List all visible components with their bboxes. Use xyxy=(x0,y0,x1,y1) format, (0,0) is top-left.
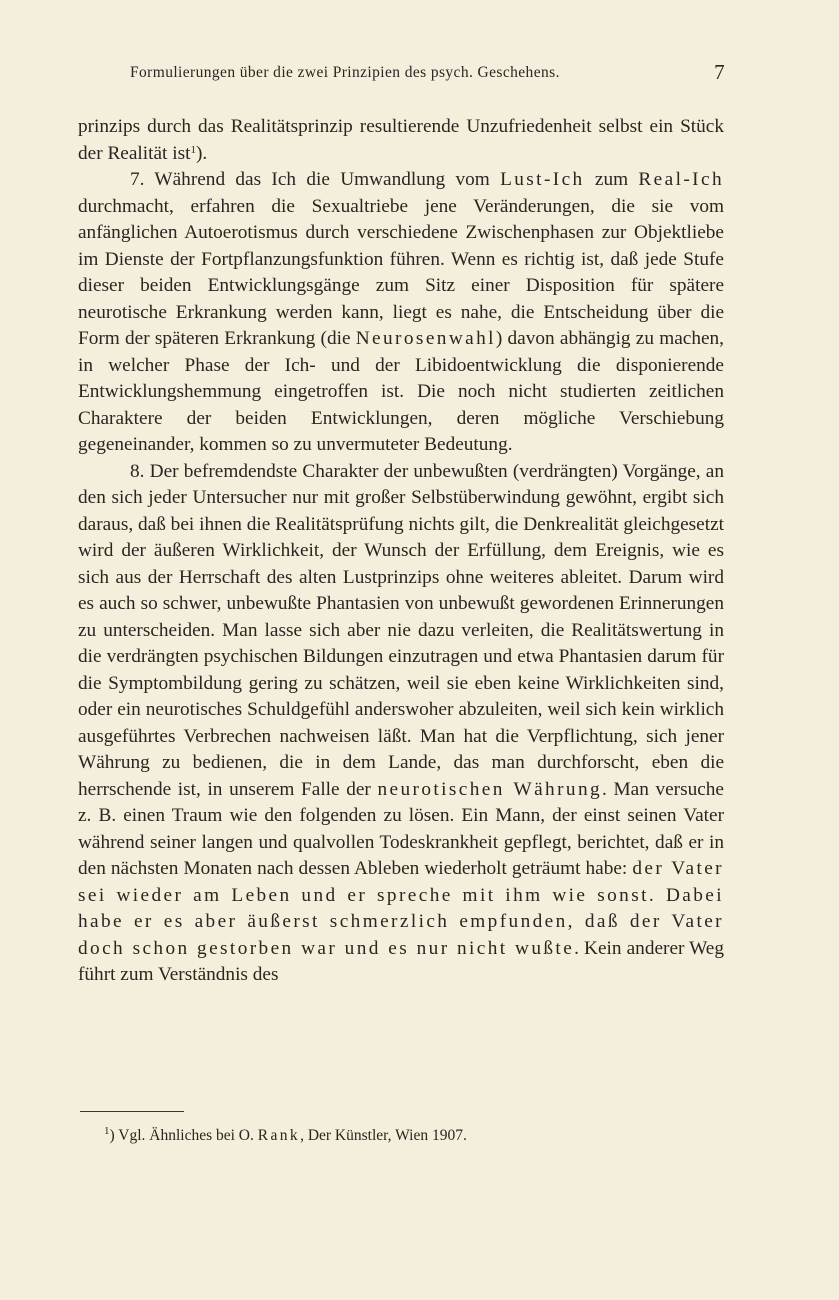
paragraph-8 xyxy=(78,459,724,989)
running-head-title: Formulierungen über die zwei Prinzipien des psych. Geschehens. xyxy=(130,64,560,81)
emphasis-real-ich: Real-Ich xyxy=(638,169,724,190)
emphasis-lust-ich: Lust-Ich xyxy=(500,169,585,190)
footnote-author: Rank xyxy=(257,1127,301,1144)
emphasis-neurosenwahl: Neurosenwahl xyxy=(355,328,496,349)
paragraph-text: 8. Der befremdendste Charakter der unbewußten (verdrängten) Vorgänge, an den sich jeder Untersucher nur mit großer Selbstüberwindung gewöhnt, ergibt sich daraus, daß bei ihnen die Realitätsprüfung nichts gilt, die Denkrealität gleichgesetzt wird der äußeren Wirklichkeit, der Wunsch der Erfüllung, dem Ereignis, wie es sich aus der Herrschaft des alten Lustprinzips ohne weiteres ableitet. Darum wird es auch so schwer, unbewußte Phantasien von unbewußt gewordenen Erinnerungen zu unterscheiden. Man lasse sich aber nie dazu verleiten, die Realitätswertung in die verdrängten psychischen Bildungen einzutragen und etwa Phantasien darum für die Symptombildung gering zu schätzen, weil sie eben keine Wirklichkeiten sind, oder ein neurotisches Schuldgefühl anderswoher abzuleiten, weil sich kein wirklich ausgeführtes Verbrechen nachweisen läßt. Man hat die Verpflichtung, sich jener Währung zu bedienen, die in dem Lande, das man durchforscht, eben die herrschende ist, in unserem Falle der xyxy=(78,460,724,800)
footnote-rule xyxy=(80,1111,184,1112)
paragraph-text: durchmacht, erfahren die Sexualtriebe jene Veränderungen, die sie vom anfänglichen Autoerotismus durch verschiedene Zwischenphasen zur Objektliebe im Dienste der Fortpflanzungsfunktion führen. Wenn es richtig ist, daß jede Stufe dieser beiden Entwicklungsgänge zum Sitz einer Disposition für spätere neurotische Erkrankung werden kann, liegt es nahe, die Entscheidung über die Form der späteren Erkrankung (die xyxy=(78,195,724,349)
footnote-reference: 1 xyxy=(190,143,196,156)
paragraph-text: prinzips durch das Realitätsprinzip resultierende Unzufriedenheit selbst ein Stück der Realität ist xyxy=(78,116,724,164)
paragraph-text: ) davon abhängig zu machen, in welcher Phase der Ich- und der Libidoentwicklung die disponierende Entwicklungshemmung eingetroffen ist. Die noch nicht studierten zeitlichen Charaktere der beiden Entwicklungen, deren mögliche Verschiebung gegeneinander, kommen so zu unvermuteter Bedeutung. xyxy=(78,328,724,455)
paragraph-text: 7. Während das Ich die Umwandlung vom xyxy=(130,169,501,190)
body-text xyxy=(78,114,724,989)
paragraph-text: zum xyxy=(584,169,639,190)
paragraph-text: . Kein anderer Weg führt zum Verständnis des xyxy=(78,937,725,985)
paragraph-text: . Man versuche z. B. einen Traum wie den folgenden zu lösen. Ein Mann, der einst seinen Vater während seiner langen und qualvollen Todeskrankheit gepflegt, berichtet, daß er in den nächsten Monaten nach dessen Ableben wiederholt geträumt habe: xyxy=(78,778,724,879)
footnote-text: , Der Künstler, Wien 1907. xyxy=(300,1127,467,1144)
emphasis-dream-report: der Vater sei wieder am Leben und er spreche mit ihm wie sonst. Dabei habe er es aber äußerst schmerzlich empfunden, daß der Vater doch schon gestorben war und es nur nicht wußte xyxy=(78,858,724,959)
footnote-text: ) Vgl. Ähnliches bei O. xyxy=(109,1127,258,1144)
emphasis-neurotische-waehrung: neurotischen Währung xyxy=(377,778,603,800)
page-number: 7 xyxy=(714,60,725,84)
footnote-marker: 1 xyxy=(104,1125,110,1137)
running-head xyxy=(130,62,725,86)
footnote xyxy=(104,1126,724,1146)
paragraph-continuation xyxy=(78,114,724,167)
paragraph-7 xyxy=(78,167,724,459)
paragraph-text: ). xyxy=(195,142,208,164)
